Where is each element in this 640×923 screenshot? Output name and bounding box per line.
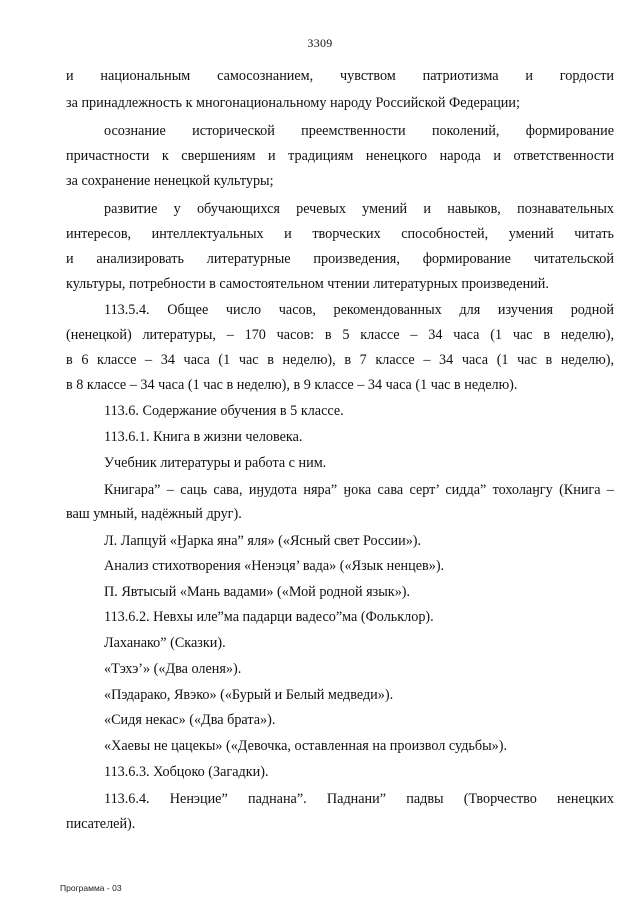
text-line-26: «Сидя некас» («Два брата»). — [104, 712, 276, 728]
text-line-8: и анализировать литературные произведения, формирование читательской — [66, 251, 614, 267]
page-number: 3309 — [307, 36, 333, 50]
text-line-12: в 6 классе – 34 часа (1 час в неделю), в 7 классе – 34 часа (1 час в неделю), — [66, 352, 614, 368]
text-line-16: Учебник литературы и работа с ним. — [104, 455, 327, 471]
text-line-4: причастности к свершениям и традициям ненецкого народа и ответственности — [66, 148, 614, 164]
text-line-22: 113.6.2. Невхы иле”ма падарци вадесо”ма (Фольклор). — [104, 609, 434, 625]
text-line-13: в 8 классе – 34 часа (1 час в неделю), в 9 классе – 34 часа (1 час в неделю). — [66, 377, 518, 393]
text-line-23: Лаханако” (Сказки). — [104, 635, 226, 651]
text-line-6: развитие у обучающихся речевых умений и навыков, познавательных — [104, 201, 614, 217]
text-line-20: Анализ стихотворения «Ненэця’ вада» («Язык ненцев»). — [104, 558, 445, 574]
text-line-10: 113.5.4. Общее число часов, рекомендованных для изучения родной — [104, 302, 614, 318]
text-line-5: за сохранение ненецкой культуры; — [66, 173, 274, 189]
text-line-3: осознание исторической преемственности поколений, формирование — [104, 123, 614, 139]
text-line-28: 113.6.3. Хобцоко (Загадки). — [104, 764, 269, 780]
text-line-29: 113.6.4. Ненэцие” паднана”. Паднани” падвы (Творчество ненецких — [104, 791, 614, 807]
text-line-9: культуры, потребности в самостоятельном чтении литературных произведений. — [66, 276, 549, 292]
text-line-2: за принадлежность к многонациональному народу Российской Федерации; — [66, 95, 520, 111]
text-line-17: Книгара” – саць сава, иӈудота няра” ӈока сава серт’ сидда” тохолаӈгу (Книга – — [104, 482, 614, 498]
footer-label: Программа - 03 — [60, 883, 122, 893]
text-line-30: писателей). — [66, 816, 136, 832]
text-line-14: 113.6. Содержание обучения в 5 классе. — [104, 403, 344, 419]
text-line-11: (ненецкой) литературы, – 170 часов: в 5 классе – 34 часа (1 час в неделю), — [66, 327, 614, 343]
text-line-21: П. Явтысый «Мань вадами» («Мой родной язык»). — [104, 584, 411, 600]
text-line-27: «Хаевы не цацекы» («Девочка, оставленная на произвол судьбы»). — [104, 738, 508, 754]
text-line-15: 113.6.1. Книга в жизни человека. — [104, 429, 303, 445]
text-line-1: и национальным самосознанием, чувством патриотизма и гордости — [66, 68, 614, 84]
text-line-18: ваш умный, надёжный друг). — [66, 506, 242, 522]
text-line-7: интересов, интеллектуальных и творческих способностей, умений читать — [66, 226, 614, 242]
text-line-25: «Пэдарако, Явэко» («Бурый и Белый медведи»). — [104, 687, 394, 703]
text-line-19: Л. Лапцуй «Ӈарка яна” яля» («Ясный свет России»). — [104, 533, 422, 549]
text-line-24: «Тэхэ’» («Два оленя»). — [104, 661, 242, 677]
